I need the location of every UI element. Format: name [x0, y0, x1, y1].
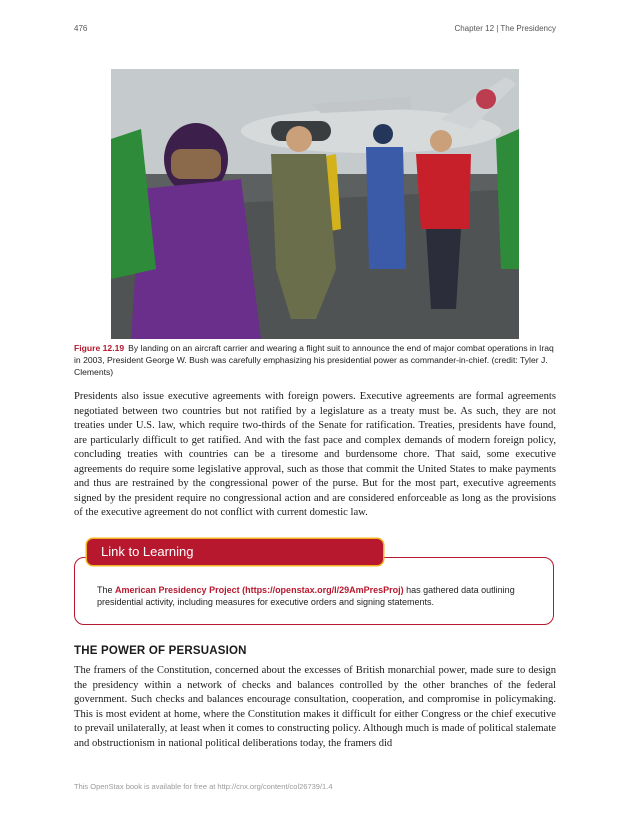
page-number: 476	[74, 24, 88, 33]
figure-caption-text: By landing on an aircraft carrier and wearing a flight suit to announce the end of major combat operations in Iraq in 2003, President George W. Bush was carefully emphasizing his presidential power as commander-in-chief. (credit: Tyler J. Clements)	[74, 343, 554, 377]
american-presidency-project-link[interactable]: American Presidency Project (https://openstax.org/l/29AmPresProj)	[115, 585, 404, 595]
section-title: THE POWER OF PERSUASION	[74, 645, 247, 657]
link-to-learning-text	[97, 584, 537, 608]
figure-caption	[74, 342, 554, 378]
ltl-text-before: The	[97, 585, 116, 595]
paragraph-executive-agreements: Presidents also issue executive agreements with foreign powers. Executive agreements are formal agreements negotiated between two countries but not ratified by a legislature as a treaty must be. As such, they are not treaties under U.S. law, which require two-thirds of the Senate for ratification. Treaties, presidents have found, are particularly difficult to get ratified. And with the fast pace and complex demands of modern foreign policy, concluding treaties with countries can be a tiresome and burdensome chore. That said, some executive agreements do require some legislative approval, such as those that commit the United States to make payments and thus are restrained by the congressional power of the purse. But for the most part, executive agreements signed by the president require no congressional action and are considered enforceable as long as the provisions of the executive agreement do not conflict with current domestic law.	[74, 391, 556, 518]
link-to-learning-title: Link to Learning	[87, 539, 383, 565]
running-header: Chapter 12 | The Presidency	[454, 24, 556, 33]
page-footer: This OpenStax book is available for free at http://cnx.org/content/col26739/1.4	[74, 782, 333, 791]
figure-label: Figure 12.19	[74, 343, 125, 353]
figure-photo	[111, 69, 519, 339]
ltl-text-after: has gathered data outlining presidential activity, including measures for executive orders and signing statements.	[97, 585, 515, 607]
paragraph-power-of-persuasion: The framers of the Constitution, concerned about the excesses of British monarchial power, made sure to design the presidency within a network of checks and balances controlled by the other branches of the federal government. Such checks and balances encourage consultation, cooperation, and compromise in policymaking. This is most evident at home, where the Constitution makes it difficult for either Congress or the chief executive to prevail unilaterally, at least when it comes to constructing policy. Although much is made of political stalemate and obstructionism in national political deliberations today, the framers did	[74, 665, 556, 749]
